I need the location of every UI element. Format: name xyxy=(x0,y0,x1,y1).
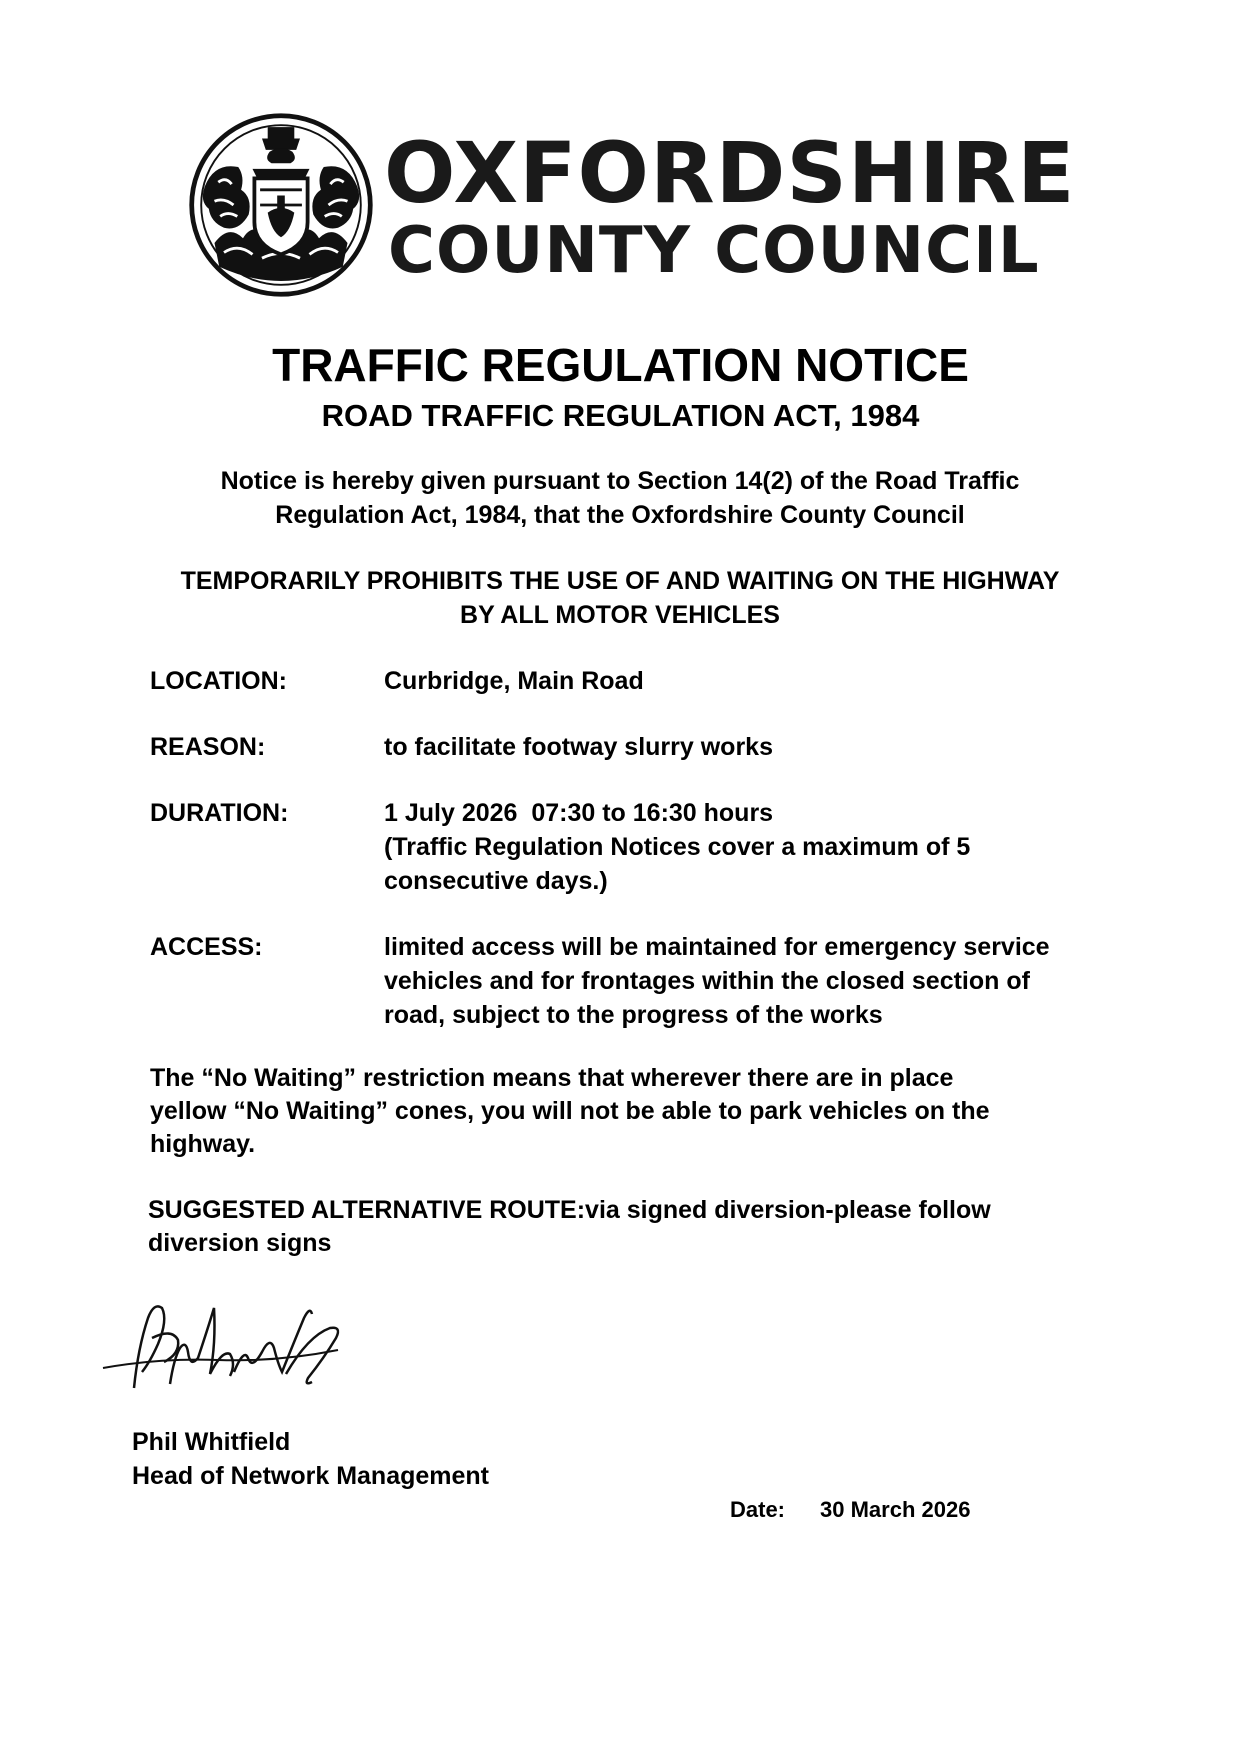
access-value xyxy=(384,930,1174,1032)
location-label: LOCATION: xyxy=(150,667,288,695)
access-line-2: vehicles and for frontages within the closed section of xyxy=(384,967,1030,995)
no-waiting-line-1: The “No Waiting” restriction means that wherever there are in place xyxy=(150,1064,954,1092)
intro-line-1: Notice is hereby given pursuant to Section 14(2) of the Road Traffic xyxy=(220,467,1020,495)
duration-line-3: consecutive days.) xyxy=(384,867,608,895)
no-waiting-line-3: highway. xyxy=(150,1130,256,1158)
prohibition-line-1: TEMPORARILY PROHIBITS THE USE OF AND WAITING ON THE HIGHWAY xyxy=(180,567,1060,595)
council-name-line2: COUNTY COUNCIL xyxy=(388,214,1040,288)
intro-line-2: Regulation Act, 1984, that the Oxfordshire County Council xyxy=(275,501,965,529)
access-label: ACCESS: xyxy=(150,933,263,961)
council-name-line1: OXFORDSHIRE xyxy=(384,124,1076,222)
location-value: Curbridge, Main Road xyxy=(384,667,644,695)
route-line-1: SUGGESTED ALTERNATIVE ROUTE:via signed diversion-please follow xyxy=(148,1196,991,1224)
access-line-3: road, subject to the progress of the works xyxy=(384,1001,883,1029)
date-value: 30 March 2026 xyxy=(820,1497,971,1522)
prohibition-line-2: BY ALL MOTOR VEHICLES xyxy=(460,601,780,629)
notice-subtitle: ROAD TRAFFIC REGULATION ACT, 1984 xyxy=(321,398,920,433)
date-label: Date: xyxy=(730,1497,786,1522)
prohibition-statement xyxy=(70,564,1170,632)
duration-line-2: (Traffic Regulation Notices cover a maximum of 5 xyxy=(384,833,971,861)
no-waiting-line-2: yellow “No Waiting” cones, you will not be able to park vehicles on the xyxy=(150,1097,990,1125)
access-line-1: limited access will be maintained for emergency service xyxy=(384,933,1050,961)
duration-label: DURATION: xyxy=(150,799,289,827)
notice-intro xyxy=(120,464,1120,532)
route-line-2: diversion signs xyxy=(148,1229,332,1257)
duration-value xyxy=(384,796,1174,898)
signatory-role: Head of Network Management xyxy=(132,1462,490,1490)
notice-date xyxy=(730,1495,970,1525)
council-logo xyxy=(186,110,1076,310)
council-crest-icon xyxy=(186,110,376,300)
notice-title: TRAFFIC REGULATION NOTICE xyxy=(272,339,969,391)
signatory-name: Phil Whitfield xyxy=(132,1428,291,1456)
signature-icon xyxy=(98,1288,368,1398)
alternative-route-paragraph xyxy=(148,1194,1158,1260)
duration-line-1: 1 July 2026 07:30 to 16:30 hours xyxy=(384,799,774,827)
reason-label: REASON: xyxy=(150,733,266,761)
reason-value: to facilitate footway slurry works xyxy=(384,733,773,761)
no-waiting-paragraph xyxy=(150,1062,1160,1161)
